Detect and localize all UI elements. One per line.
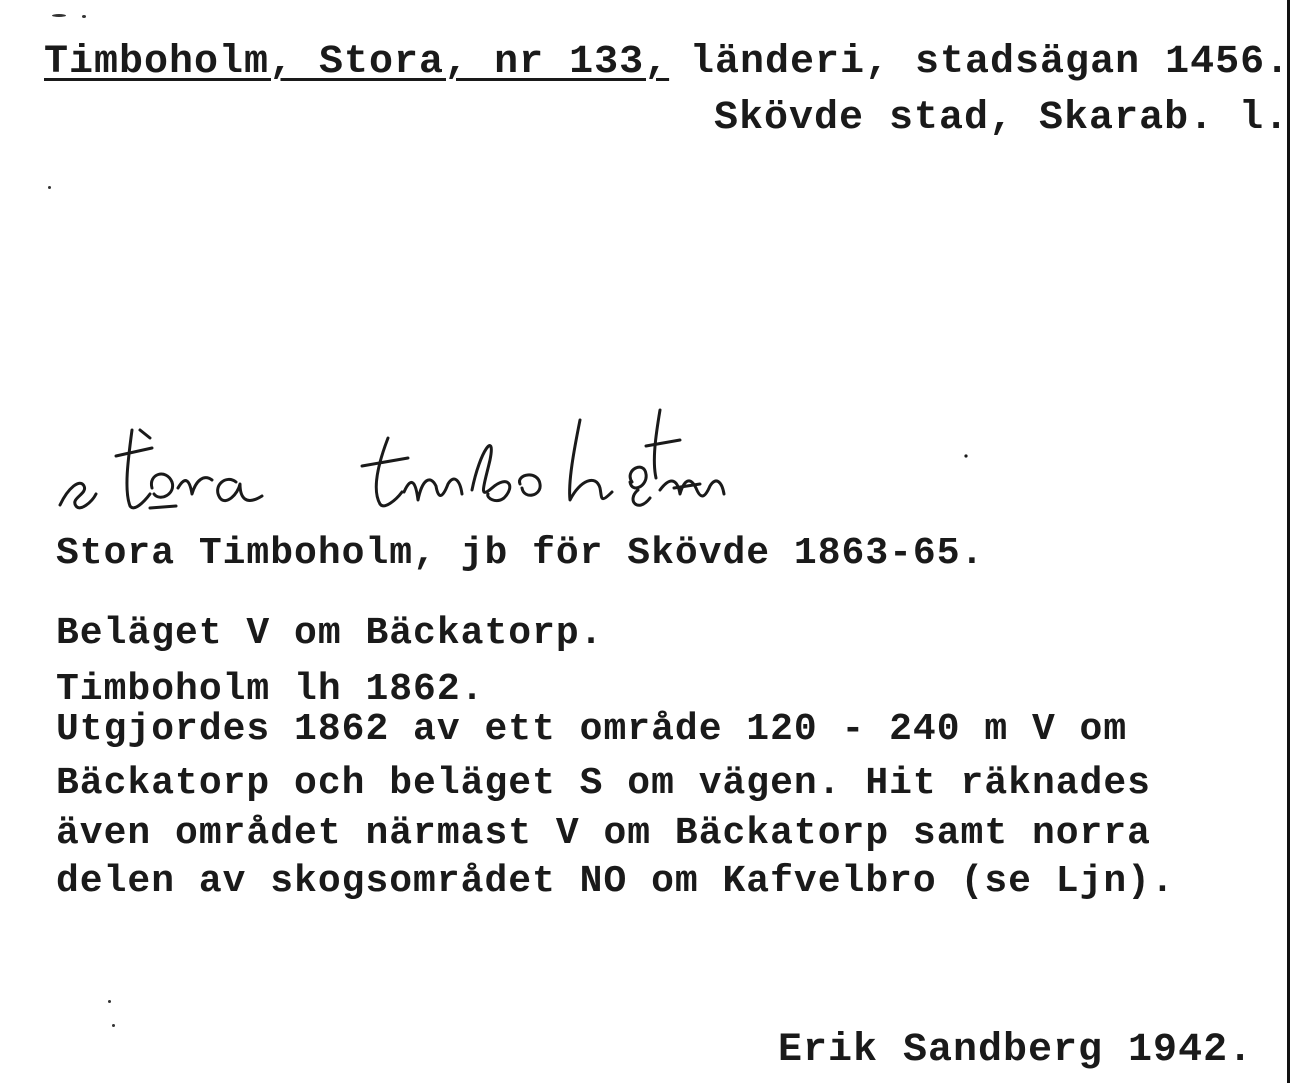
dust-speck (108, 1000, 111, 1003)
description-line-1: Utgjordes 1862 av ett område 120 - 240 m V om (56, 708, 1128, 751)
date-line: Timboholm lh 1862. (56, 668, 485, 711)
dust-speck (52, 14, 66, 17)
place-name-heading: Timboholm, Stora, nr 133, (44, 40, 670, 85)
author-signature: Erik Sandberg 1942. (778, 1028, 1254, 1073)
dust-speck (48, 186, 51, 189)
location-line: Beläget V om Bäckatorp. (56, 612, 604, 655)
source-line: Stora Timboholm, jb för Skövde 1863-65. (56, 532, 985, 575)
header-location: Skövde stad, Skarab. l. (714, 96, 1290, 141)
dust-speck (82, 15, 86, 18)
description-line-3: även området närmast V om Bäckatorp samt norra (56, 812, 1151, 855)
description-line-4: delen av skogsområdet NO om Kafvelbro (se Ljn). (56, 860, 1175, 903)
handwritten-name (40, 390, 980, 530)
header-classification: länderi, stadsägan 1456. (690, 40, 1291, 85)
description-line-2: Bäckatorp och beläget S om vägen. Hit räknades (56, 762, 1151, 805)
dust-speck (112, 1024, 115, 1027)
card-right-edge (1287, 0, 1290, 1083)
